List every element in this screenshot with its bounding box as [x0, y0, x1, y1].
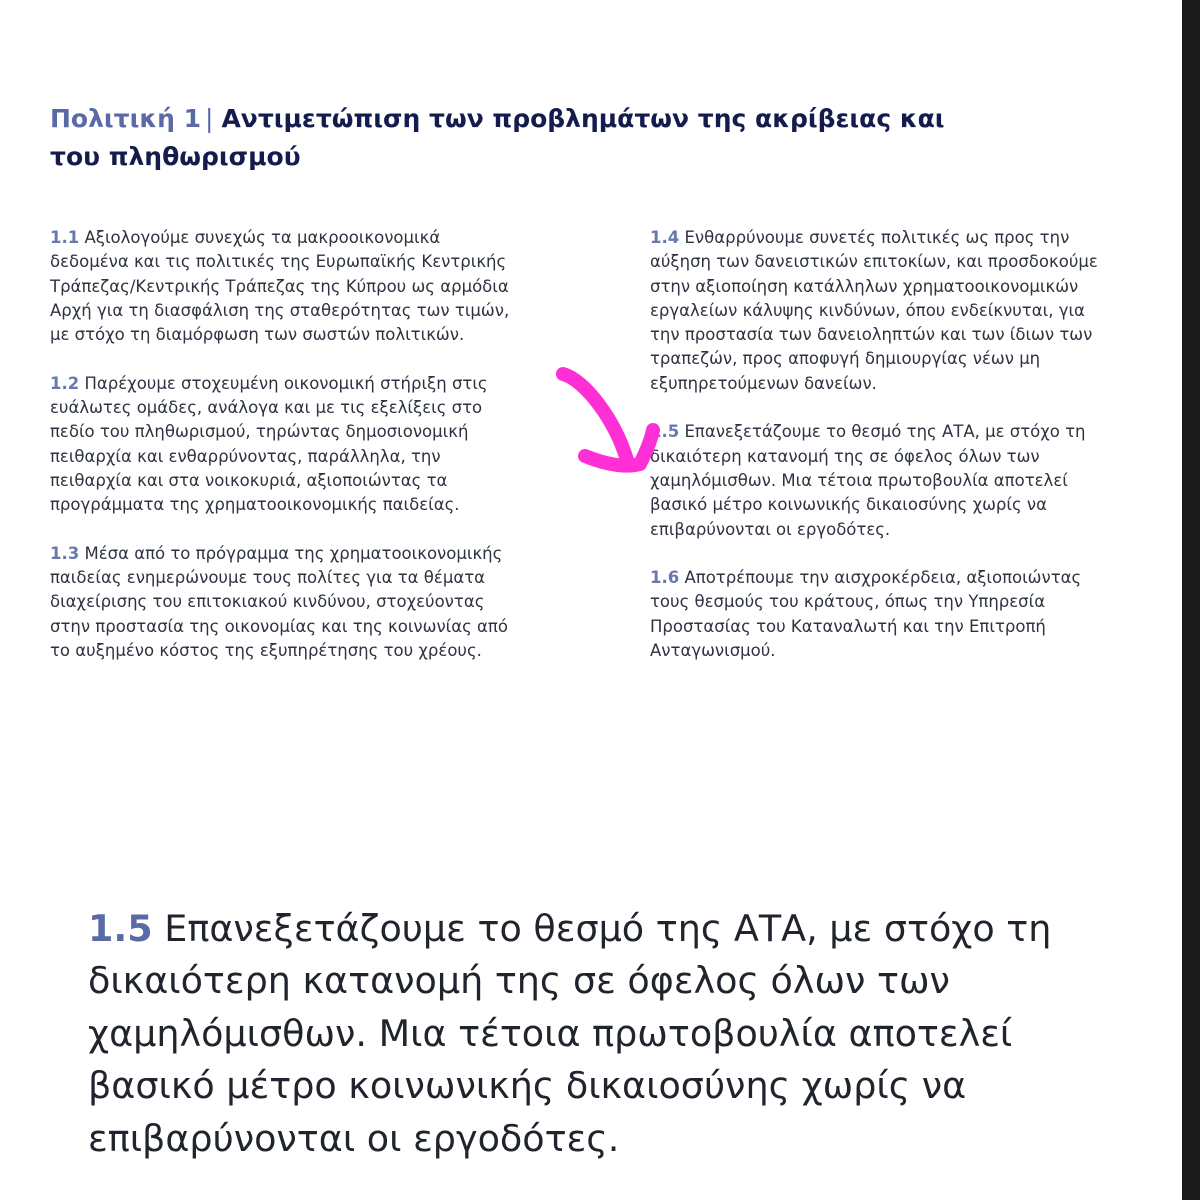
item-text: Αξιολογούμε συνεχώς τα μακροοικονομικά δεδομένα και τις πολιτικές της Ευρωπαϊκής Κεντρικής Τράπεζας/Κεντρικής Τράπεζας της Κύπρου ως αρμόδια Αρχή για τη διασφάλιση της σταθερότητας των τιμών, με στόχο τη διαμόρφωση των σωστών πολιτικών.: [50, 228, 510, 345]
item-number: 1.5: [650, 422, 680, 442]
policy-number: Πολιτική 1: [50, 104, 202, 133]
zoomed-item-text: Επανεξετάζουμε το θεσμό της ΑΤΑ, με στόχο τη δικαιότερη κατανομή της σε όφελος όλων των χαμηλόμισθων. Μια τέτοια πρωτοβουλία αποτελεί βασικό μέτρο κοινωνικής δικαιοσύνης χωρίς να επιβαρύνονται οι εργοδότες.: [88, 906, 1052, 1160]
policy-item-1-1: [50, 226, 520, 347]
policy-item-1-5: [650, 420, 1110, 541]
item-text: Παρέχουμε στοχευμένη οικονομική στήριξη στις ευάλωτες ομάδες, ανάλογα και με τις εξελίξεις στο πεδίο του πληθωρισμού, τηρώντας δημοσιονομική πειθαρχία και ενθαρρύνοντας, παράλληλα, την πειθαρχία και στα νοικοκυριά, αξιοποιώντας τα προγράμματα της χρηματοοικονομικής παιδείας.: [50, 373, 488, 515]
policy-item-1-4: [650, 226, 1110, 396]
heading-separator: |: [205, 104, 214, 133]
item-text: Αποτρέπουμε την αισχροκέρδεια, αξιοποιώντας τους θεσμούς του κράτους, όπως την Υπηρεσία Προστασίας του Καταναλωτή και την Επιτροπή Ανταγωνισμού.: [650, 568, 1082, 661]
policy-item-1-6: [650, 566, 1110, 663]
zoomed-excerpt: [88, 903, 1088, 1166]
item-text: Ενθαρρύνουμε συνετές πολιτικές ως προς την αύξηση των δανειστικών επιτοκίων, και προσδοκούμε στην αξιοποίηση κατάλληλων χρηματοοικονομικών εργαλείων κάλυψης κινδύνων, όπου ενδείκνυται, για την προστασία των δανειοληπτών και των ίδιων των τραπεζών, προς αποφυγή δημιουργίας νέων μη εξυπηρετούμενων δανείων.: [650, 228, 1098, 393]
zoomed-item-number: 1.5: [88, 906, 153, 950]
item-text: Μέσα από το πρόγραμμα της χρηματοοικονομικής παιδείας ενημερώνουμε τους πολίτες για τα θέματα διαχείρισης του επιτοκιακού κινδύνου, στοχεύοντας στην προστασία της οικονομίας και της κοινωνίας από το αυξημένο κόστος της εξυπηρέτησης του χρέους.: [50, 543, 508, 661]
left-column: [50, 226, 520, 688]
item-text: Επανεξετάζουμε το θεσμό της ΑΤΑ, με στόχο τη δικαιότερη κατανομή της σε όφελος όλων των χαμηλόμισθων. Μια τέτοια πρωτοβουλία αποτελεί βασικό μέτρο κοινωνικής δικαιοσύνης χωρίς να επιβαρύνονται οι εργοδότες.: [650, 422, 1086, 539]
policy-title: Αντιμετώπιση των προβλημάτων της ακρίβειας και του πληθωρισμού: [50, 104, 945, 171]
item-number: 1.6: [650, 568, 680, 588]
item-number: 1.3: [50, 543, 80, 563]
item-number: 1.2: [50, 373, 80, 393]
arrow-stroke: [563, 374, 653, 466]
right-column: [650, 226, 1110, 688]
policy-item-1-2: [50, 372, 520, 518]
item-number: 1.4: [650, 228, 680, 247]
edge-bar: [1182, 0, 1200, 1200]
item-number: 1.1: [50, 228, 80, 247]
policy-item-1-3: [50, 542, 520, 663]
policy-heading: [50, 100, 970, 176]
